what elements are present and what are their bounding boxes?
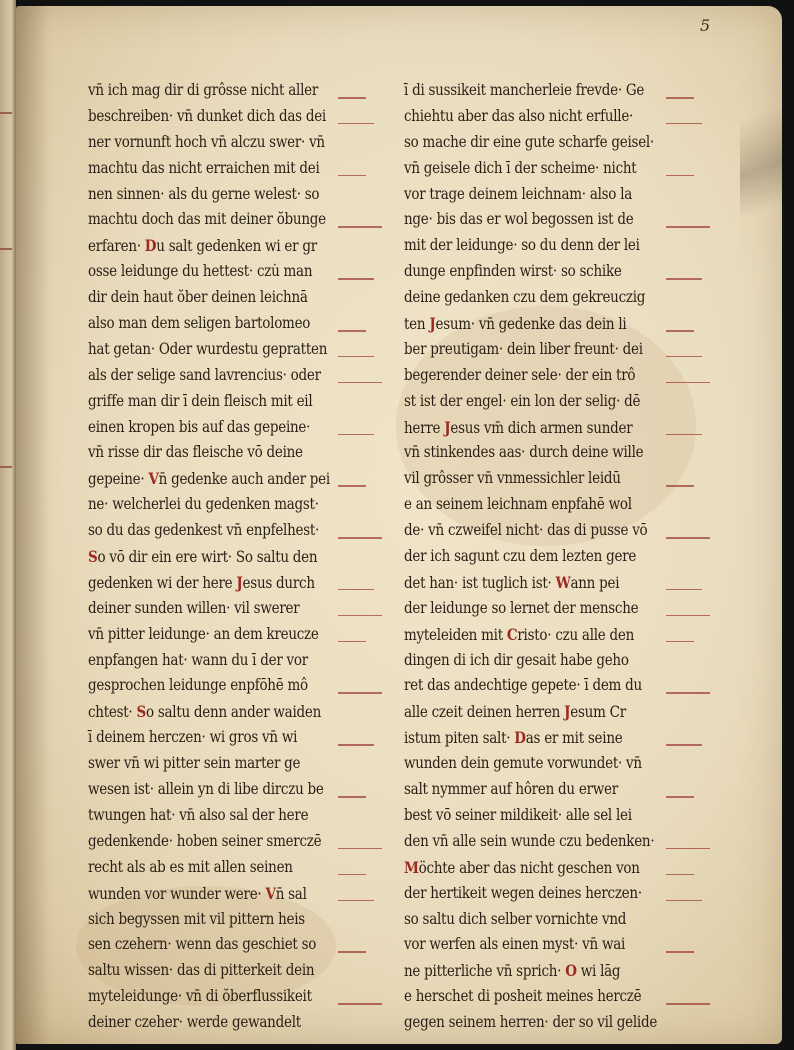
manuscript-line-text: recht als ab es mit allen seinen: [88, 857, 293, 876]
manuscript-line-text: wesen ist· allein yn di libe dirczu be: [88, 780, 324, 799]
manuscript-line-text: wunden vor wunder were· Vn̄ sal: [88, 883, 307, 903]
manuscript-line: [88, 233, 388, 259]
manuscript-line: [88, 337, 388, 363]
manuscript-line: [404, 492, 704, 518]
red-ruling-tick: [666, 97, 694, 99]
manuscript-line: [404, 881, 704, 907]
manuscript-line-text: also man dem seligen bartolomeo: [88, 314, 311, 333]
red-ruling-tick: [338, 692, 382, 694]
red-ruling-tick: [666, 874, 694, 876]
manuscript-line-text: vn̄ pitter leidunge· an dem kreucze: [88, 624, 319, 643]
manuscript-line: [88, 78, 388, 104]
manuscript-line: [404, 1010, 704, 1036]
manuscript-line: [88, 363, 388, 389]
manuscript-line: [404, 648, 704, 674]
manuscript-line-text: machtu doch das mit deiner ŏbunge: [88, 210, 326, 229]
manuscript-line: [88, 932, 388, 958]
manuscript-line-text: det han· ist tuglich ist· Wann pei: [404, 572, 620, 592]
manuscript-line: [88, 570, 388, 596]
manuscript-line: [88, 1010, 388, 1036]
manuscript-line-text: vor trage deinem leichnam· also la: [404, 184, 633, 203]
manuscript-line-text: vn̄ geisele dich ī der scheime· nicht: [404, 158, 637, 177]
red-ruling-tick: [666, 589, 702, 591]
red-ruling-tick: [338, 641, 366, 643]
manuscript-line-text: de· vn̄ czweifel nicht· das di pusse vō: [404, 521, 648, 540]
manuscript-line: [88, 829, 388, 855]
manuscript-line: [88, 881, 388, 907]
manuscript-line-text: mit der leidunge· so du denn der lei: [404, 236, 640, 255]
red-ruling-tick: [338, 615, 382, 617]
manuscript-line: [88, 596, 388, 622]
manuscript-line: [404, 337, 704, 363]
red-ruling-tick: [666, 900, 702, 902]
manuscript-line: [88, 544, 388, 570]
red-ruling-tick: [666, 382, 710, 384]
manuscript-line: [88, 855, 388, 881]
red-ruling-tick: [666, 330, 694, 332]
manuscript-line: [88, 725, 388, 751]
manuscript-line: [88, 518, 388, 544]
manuscript-line: [88, 803, 388, 829]
manuscript-line: [88, 751, 388, 777]
manuscript-line-text: griffe man dir ī dein fleisch mit eil: [88, 391, 313, 410]
manuscript-line-text: st ist der engel· ein lon der selig· dē: [404, 391, 641, 410]
manuscript-line: [404, 363, 704, 389]
red-ruling-tick: [338, 796, 366, 798]
red-ruling-tick: [338, 330, 366, 332]
manuscript-line: [404, 389, 704, 415]
manuscript-line-text: vn̄ ich mag dir di grôsse nicht aller: [88, 81, 319, 99]
red-ruling-tick: [338, 434, 374, 436]
manuscript-line: [88, 440, 388, 466]
manuscript-line-text: swer vn̄ wi pitter sein marter ge: [88, 754, 301, 773]
manuscript-line: [404, 907, 704, 933]
manuscript-line-text: den vn̄ alle sein wunde czu bedenken·: [404, 831, 655, 850]
manuscript-line: [404, 622, 704, 648]
manuscript-line: [88, 984, 388, 1010]
manuscript-line: [88, 389, 388, 415]
manuscript-line: [88, 156, 388, 182]
manuscript-line: [88, 311, 388, 337]
manuscript-line-text: der leidunge so lernet der mensche: [404, 598, 639, 617]
red-ruling-tick: [338, 744, 374, 746]
manuscript-line-text: so du das gedenkest vn̄ enpfelhest·: [88, 521, 320, 540]
manuscript-line: [404, 699, 704, 725]
red-ruling-tick: [666, 1003, 710, 1005]
manuscript-line: [404, 104, 704, 130]
red-ruling-tick: [338, 874, 366, 876]
red-ruling-tick: [338, 97, 366, 99]
manuscript-line: [404, 803, 704, 829]
manuscript-line-text: vil grôsser vn̄ vnmessichler leidū: [404, 469, 621, 488]
ruling-mark: [0, 248, 12, 250]
red-ruling-tick: [338, 537, 382, 539]
manuscript-line-text: gesprochen leidunge enpfōhē mô: [88, 676, 308, 695]
manuscript-line: [404, 673, 704, 699]
manuscript-line-text: saltu wissen· das di pitterkeit dein: [88, 961, 315, 980]
manuscript-line: [88, 104, 388, 130]
manuscript-line: [88, 415, 388, 441]
red-ruling-tick: [666, 537, 710, 539]
manuscript-line-text: ne pitterliche vn̄ sprich· O wi lāg: [404, 961, 621, 981]
manuscript-line-text: ner vornunft hoch vn̄ alczu swer· vn̄: [88, 132, 325, 151]
manuscript-line-text: sich begyssen mit vil pittern heis: [88, 909, 305, 928]
manuscript-line-text: twungen hat· vn̄ also sal der here: [88, 805, 309, 824]
red-ruling-tick: [666, 744, 702, 746]
manuscript-line: [404, 156, 704, 182]
red-ruling-tick: [666, 123, 702, 125]
red-ruling-tick: [338, 951, 366, 953]
manuscript-line: [88, 777, 388, 803]
manuscript-line-text: einen kropen bis auf das gepeine·: [88, 417, 311, 436]
manuscript-line: [404, 466, 704, 492]
red-ruling-tick: [666, 434, 702, 436]
manuscript-line: [88, 622, 388, 648]
manuscript-line-text: begerender deiner sele· der ein trô: [404, 365, 636, 384]
manuscript-line-text: salt nymmer auf hôren du erwer: [404, 780, 618, 799]
manuscript-line-text: ne· welcherlei du gedenken magst·: [88, 495, 319, 514]
red-ruling-tick: [666, 175, 694, 177]
red-ruling-tick: [338, 175, 366, 177]
manuscript-line-text: e herschet di posheit meines herczē: [404, 987, 642, 1006]
manuscript-line: [404, 440, 704, 466]
manuscript-line-text: beschreiben· vn̄ dunket dich das dei: [88, 106, 326, 125]
manuscript-line-text: der hertikeit wegen deines herczen·: [404, 883, 642, 902]
red-ruling-tick: [666, 485, 694, 487]
red-ruling-tick: [338, 278, 374, 280]
folio-number: 5: [700, 16, 711, 35]
manuscript-line-text: wunden dein gemute vorwundet· vn̄: [404, 754, 642, 773]
manuscript-line: [88, 130, 388, 156]
manuscript-line-text: herre Jesus vm̄ dich armen sunder: [404, 417, 633, 437]
manuscript-line-text: so saltu dich selber vornichte vnd: [404, 909, 627, 928]
manuscript-line-text: myteleidunge· vn̄ di ŏberflussikeit: [88, 987, 312, 1006]
red-ruling-tick: [666, 226, 710, 228]
manuscript-line: [404, 855, 704, 881]
manuscript-line-text: sen czehern· wenn das geschiet so: [88, 935, 317, 954]
red-ruling-tick: [666, 278, 702, 280]
manuscript-line-text: gedenkende· hoben seiner smerczē: [88, 831, 322, 850]
manuscript-line: [88, 673, 388, 699]
manuscript-line-text: So vō dir ein ere wirt· So saltu den: [88, 547, 318, 567]
manuscript-line: [404, 78, 704, 104]
manuscript-line: [404, 596, 704, 622]
red-ruling-tick: [666, 796, 694, 798]
red-ruling-tick: [666, 356, 702, 358]
manuscript-line-text: best vō seiner mildikeit· alle sel lei: [404, 805, 632, 824]
manuscript-line-text: ten Jesum· vn̄ gedenke das dein li: [404, 314, 627, 334]
red-ruling-tick: [338, 589, 374, 591]
manuscript-line-text: vn̄ risse dir das fleische vō deine: [88, 443, 303, 462]
manuscript-line-text: deiner sunden willen· vil swerer: [88, 598, 300, 617]
manuscript-line: [88, 259, 388, 285]
manuscript-line-text: ber preutigam· dein liber freunt· dei: [404, 339, 643, 358]
manuscript-line: [404, 182, 704, 208]
manuscript-line-text: chiehtu aber das also nicht erfulle·: [404, 106, 634, 125]
manuscript-line-text: deine gedanken czu dem gekreuczig: [404, 288, 646, 307]
manuscript-line-text: so mache dir eine gute scharfe geisel·: [404, 132, 655, 151]
red-ruling-tick: [666, 692, 710, 694]
ruling-mark: [0, 112, 12, 114]
manuscript-line-text: vn̄ stinkendes aas· durch deine wille: [404, 443, 644, 462]
manuscript-line: [404, 777, 704, 803]
right-text-column: [404, 78, 704, 1036]
red-ruling-tick: [338, 485, 366, 487]
manuscript-line-text: myteleiden mit Cristo· czu alle den: [404, 624, 635, 644]
manuscript-line-text: dir dein haut ŏber deinen leichnā: [88, 288, 308, 307]
manuscript-line: [88, 466, 388, 492]
manuscript-line-text: e an seinem leichnam enpfahē wol: [404, 495, 632, 514]
gutter-shadow: [16, 6, 50, 1044]
manuscript-line: [404, 518, 704, 544]
manuscript-line: [404, 285, 704, 311]
manuscript-line: [404, 544, 704, 570]
manuscript-line: [88, 699, 388, 725]
manuscript-line: [88, 182, 388, 208]
manuscript-line-text: machtu das nicht erraichen mit dei: [88, 158, 320, 177]
red-ruling-tick: [338, 848, 382, 850]
manuscript-line: [88, 958, 388, 984]
red-ruling-tick: [666, 951, 694, 953]
manuscript-line: [404, 570, 704, 596]
manuscript-line: [88, 285, 388, 311]
page-crease: [740, 6, 782, 276]
manuscript-line: [404, 958, 704, 984]
manuscript-line-text: enpfangen hat· wann du ī der vor: [88, 650, 308, 669]
red-ruling-tick: [338, 123, 374, 125]
manuscript-line-text: istum piten salt· Das er mit seine: [404, 728, 623, 748]
manuscript-line: [88, 207, 388, 233]
manuscript-line-text: nge· bis das er wol begossen ist de: [404, 210, 634, 229]
manuscript-line: [404, 311, 704, 337]
manuscript-line-text: deiner czeher· werde gewandelt: [88, 1013, 301, 1032]
manuscript-line: [404, 259, 704, 285]
manuscript-line: [404, 415, 704, 441]
ruling-mark: [0, 466, 12, 468]
manuscript-line: [404, 751, 704, 777]
red-ruling-tick: [666, 848, 710, 850]
manuscript-line-text: gegen seinem herren· der so vil gelide: [404, 1013, 658, 1032]
manuscript-line: [88, 648, 388, 674]
manuscript-line-text: chtest· So saltu denn ander waiden: [88, 702, 322, 722]
manuscript-line: [404, 233, 704, 259]
manuscript-line: [404, 725, 704, 751]
manuscript-line-text: ī di sussikeit mancherleie frevde· Ge: [404, 81, 645, 99]
red-ruling-tick: [338, 226, 382, 228]
left-text-column: [88, 78, 388, 1036]
red-ruling-tick: [338, 356, 374, 358]
manuscript-line: [404, 932, 704, 958]
manuscript-line: [88, 492, 388, 518]
manuscript-line: [404, 207, 704, 233]
manuscript-line-text: als der selige sand lavrencius· oder: [88, 365, 321, 384]
red-ruling-tick: [338, 1003, 382, 1005]
manuscript-line: [88, 907, 388, 933]
manuscript-line-text: ret das andechtige gepete· ī dem du: [404, 676, 642, 695]
manuscript-line-text: ī deinem herczen· wi gros vn̄ wi: [88, 728, 298, 747]
manuscript-line-text: dingen di ich dir gesait habe geho: [404, 650, 629, 669]
manuscript-line-text: Möchte aber das nicht geschen von: [404, 857, 640, 877]
red-ruling-tick: [666, 641, 694, 643]
manuscript-line: [404, 130, 704, 156]
previous-page-edge: [0, 0, 16, 1050]
red-ruling-tick: [666, 615, 710, 617]
manuscript-line-text: hat getan· Oder wurdestu gepratten: [88, 339, 328, 358]
manuscript-line: [404, 829, 704, 855]
manuscript-line-text: der ich sagunt czu dem lezten gere: [404, 547, 637, 566]
manuscript-line-text: alle czeit deinen herren Jesum Cr: [404, 702, 626, 722]
manuscript-line-text: erfaren· Du salt gedenken wi er gr: [88, 236, 317, 256]
red-ruling-tick: [338, 900, 374, 902]
manuscript-line-text: gedenken wi der here Jesus durch: [88, 572, 315, 592]
manuscript-line: [404, 984, 704, 1010]
manuscript-line-text: vor werfen als einen myst· vn̄ wai: [404, 935, 626, 954]
manuscript-line-text: nen sinnen· als du gerne welest· so: [88, 184, 320, 203]
manuscript-line-text: dunge enpfinden wirst· so schike: [404, 262, 622, 281]
manuscript-line-text: osse leidunge du hettest· czu̇ man: [88, 262, 313, 281]
manuscript-line-text: gepeine· Vn̄ gedenke auch ander pei: [88, 469, 330, 489]
red-ruling-tick: [338, 382, 382, 384]
